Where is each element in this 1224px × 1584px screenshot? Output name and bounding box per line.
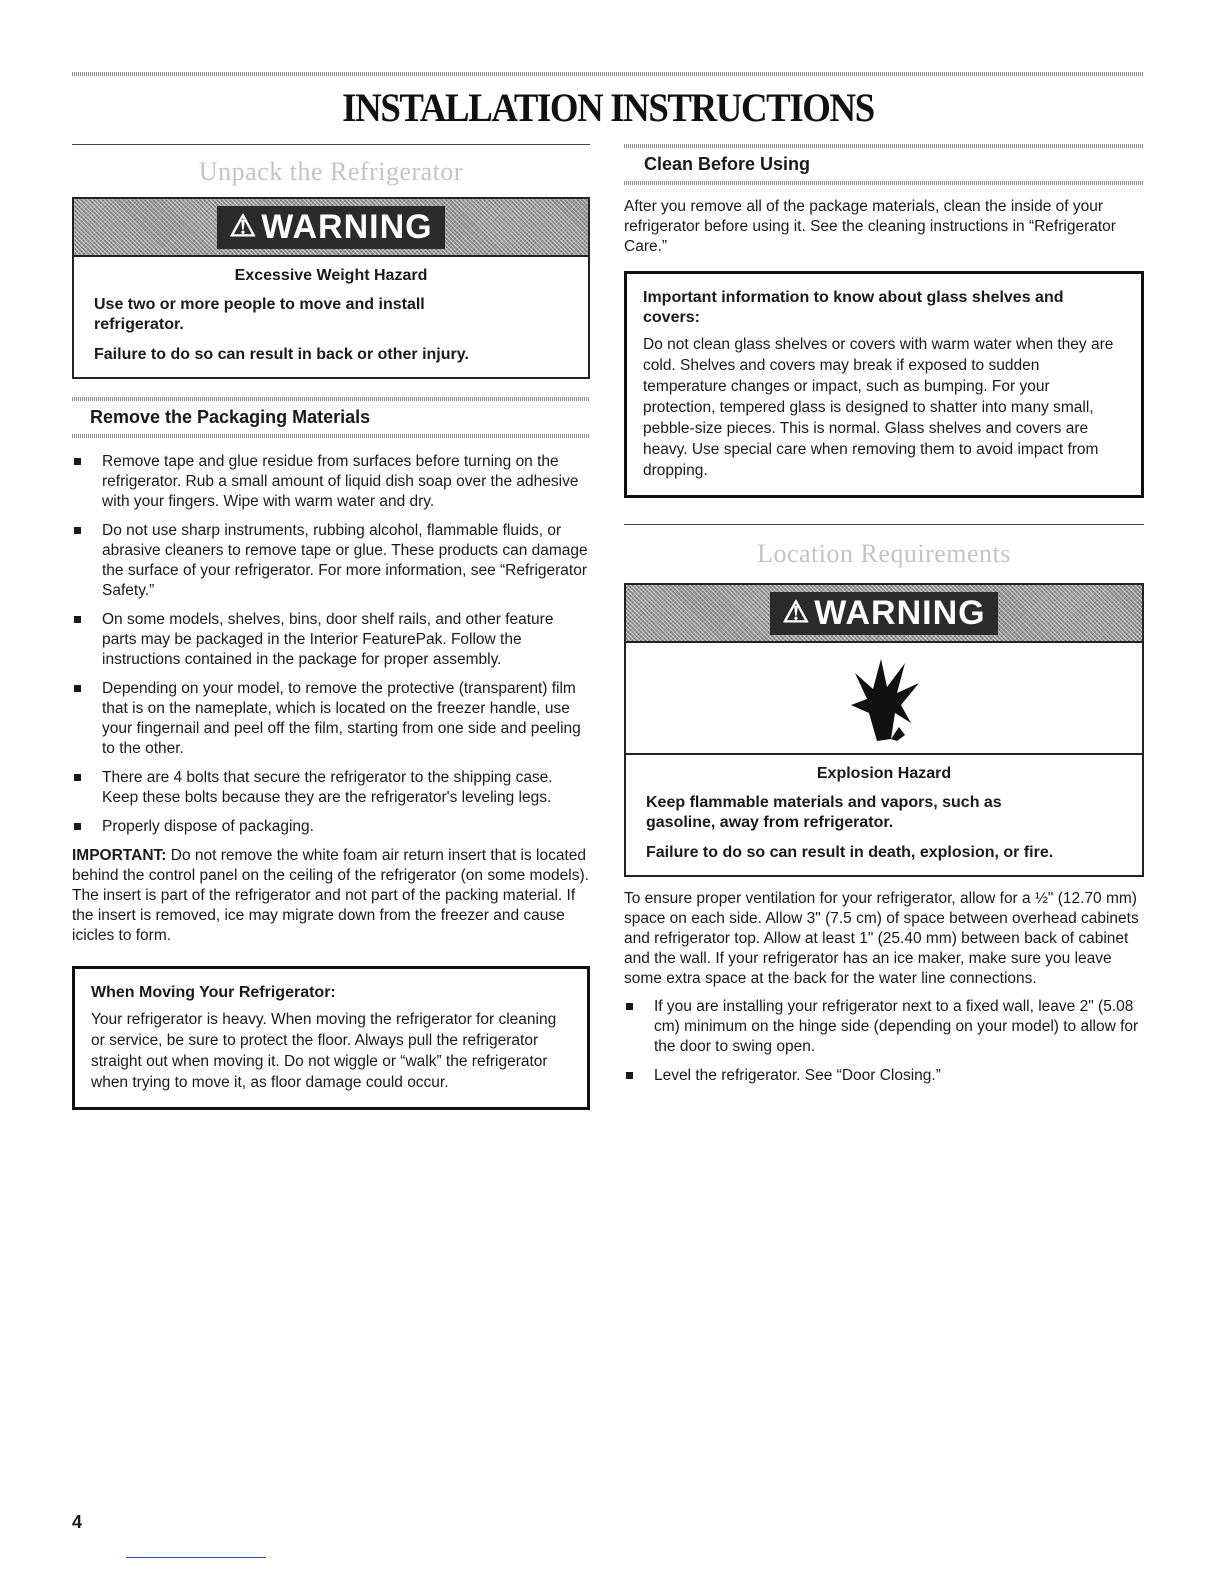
list-item: There are 4 bolts that secure the refrigerator to the shipping case. Keep these bolts because they are the refrigerator's leveling legs. bbox=[72, 768, 590, 808]
moving-box-body: Your refrigerator is heavy. When moving the refrigerator for cleaning or service, be sure to protect the floor. Always pull the refrigerator straight out when moving it. Do not wiggle or “walk” the refrigerator when trying to move it, as floor damage could occur. bbox=[91, 1011, 557, 1091]
unpack-heading: Unpack the Refrigerator bbox=[198, 157, 464, 186]
hazard-title: Explosion Hazard bbox=[816, 765, 952, 782]
important-text: Do not remove the white foam air return insert that is located behind the control panel on the ceiling of the refrigerator (on some models). The insert is part of the refrigerator and not part of the packing material. If the insert is removed, ice may migrate down from the freezer and cause icicles to form. bbox=[72, 847, 589, 944]
weight-warning-box bbox=[72, 197, 590, 379]
moving-info-box bbox=[72, 966, 590, 1110]
remove-packaging-heading: Remove the Packaging Materials bbox=[90, 407, 371, 427]
subsection-rule bbox=[624, 181, 1144, 185]
warning-label bbox=[770, 592, 997, 635]
warning-line-1: Use two or more people to move and install refrigerator. bbox=[94, 296, 425, 333]
list-item: Do not use sharp instruments, rubbing alcohol, flammable fluids, or abrasive cleaners to remove tape or glue. These products can damage the surface of your refrigerator. For more information, see “Refrigerator Safety.” bbox=[72, 521, 590, 601]
left-column bbox=[72, 144, 590, 1110]
list-item: Level the refrigerator. See “Door Closing.” bbox=[624, 1066, 1144, 1086]
explosion-icon bbox=[839, 653, 929, 743]
right-column bbox=[624, 144, 1144, 1095]
warning-label bbox=[217, 206, 444, 249]
important-label: IMPORTANT: bbox=[72, 847, 167, 864]
warning-label-text: WARNING bbox=[814, 593, 986, 632]
glass-box-body: Do not clean glass shelves or covers with warm water when they are cold. Shelves and covers may break if exposed to sudden temperature changes or impact, such as bumping. For your protection, tempered glass is designed to shatter into many small, pebble-size pieces. This is normal. Glass shelves and covers are heavy. Use special care when removing them to avoid impact from dropping. bbox=[643, 336, 1114, 479]
section-rule bbox=[72, 144, 590, 145]
warning-triangle-icon: ⚠ bbox=[229, 210, 258, 243]
list-item: On some models, shelves, bins, door shelf rails, and other feature parts may be packaged in the Interior FeaturePak. Follow the instructions contained in the package for proper assembly. bbox=[72, 610, 590, 670]
warning-banner bbox=[74, 199, 588, 257]
clean-heading: Clean Before Using bbox=[644, 154, 811, 174]
warning-line-1: Keep flammable materials and vapors, such as gasoline, away from refrigerator. bbox=[646, 794, 1002, 831]
warning-body bbox=[74, 257, 588, 377]
warning-line-2: Failure to do so can result in back or other injury. bbox=[94, 346, 469, 363]
hazard-title: Excessive Weight Hazard bbox=[234, 267, 428, 284]
list-item: Properly dispose of packaging. bbox=[72, 817, 590, 837]
list-item: Depending on your model, to remove the protective (transparent) film that is on the nameplate, which is located on the freezer handle, use your fingernail and peel off the film, starting from one side and peeling to the other. bbox=[72, 679, 590, 759]
packaging-list bbox=[72, 452, 590, 837]
glass-box-title: Important information to know about glass shelves and covers: bbox=[643, 289, 1064, 326]
warning-label-text: WARNING bbox=[261, 207, 433, 246]
important-note bbox=[72, 846, 590, 946]
page-number: 4 bbox=[72, 1512, 83, 1532]
warning-line-2: Failure to do so can result in death, explosion, or fire. bbox=[646, 844, 1054, 861]
warning-triangle-icon: ⚠ bbox=[782, 596, 811, 629]
footer-link-underline bbox=[126, 1557, 266, 1558]
warning-body bbox=[626, 755, 1142, 875]
section-rule bbox=[624, 524, 1144, 525]
subsection-rule bbox=[72, 434, 590, 438]
moving-box-title: When Moving Your Refrigerator: bbox=[91, 984, 336, 1001]
location-text: To ensure proper ventilation for your refrigerator, allow for a ½" (12.70 mm) space on each side. Allow 3" (7.5 cm) of space between overhead cabinets and refrigerator top. Allow at least 1" (25.40 mm) between back of cabinet and the wall. If your refrigerator has an ice maker, make sure you leave some extra space at the back for the water line connections. bbox=[624, 890, 1139, 987]
glass-info-box bbox=[624, 271, 1144, 498]
warning-banner bbox=[626, 585, 1142, 643]
explosion-warning-box bbox=[624, 583, 1144, 877]
location-list bbox=[624, 997, 1144, 1086]
location-heading: Location Requirements bbox=[757, 539, 1011, 568]
page-title: INSTALLATION INSTRUCTIONS bbox=[342, 85, 874, 130]
explosion-icon-area bbox=[626, 643, 1142, 755]
top-rule bbox=[72, 72, 1144, 76]
clean-text: After you remove all of the package materials, clean the inside of your refrigerator before using it. See the cleaning instructions in “Refrigerator Care.” bbox=[624, 198, 1116, 255]
list-item: Remove tape and glue residue from surfaces before turning on the refrigerator. Rub a small amount of liquid dish soap over the adhesive with your fingers. Wipe with warm water and dry. bbox=[72, 452, 590, 512]
list-item: If you are installing your refrigerator next to a fixed wall, leave 2" (5.08 cm) minimum on the hinge side (depending on your model) to allow for the door to swing open. bbox=[624, 997, 1144, 1057]
